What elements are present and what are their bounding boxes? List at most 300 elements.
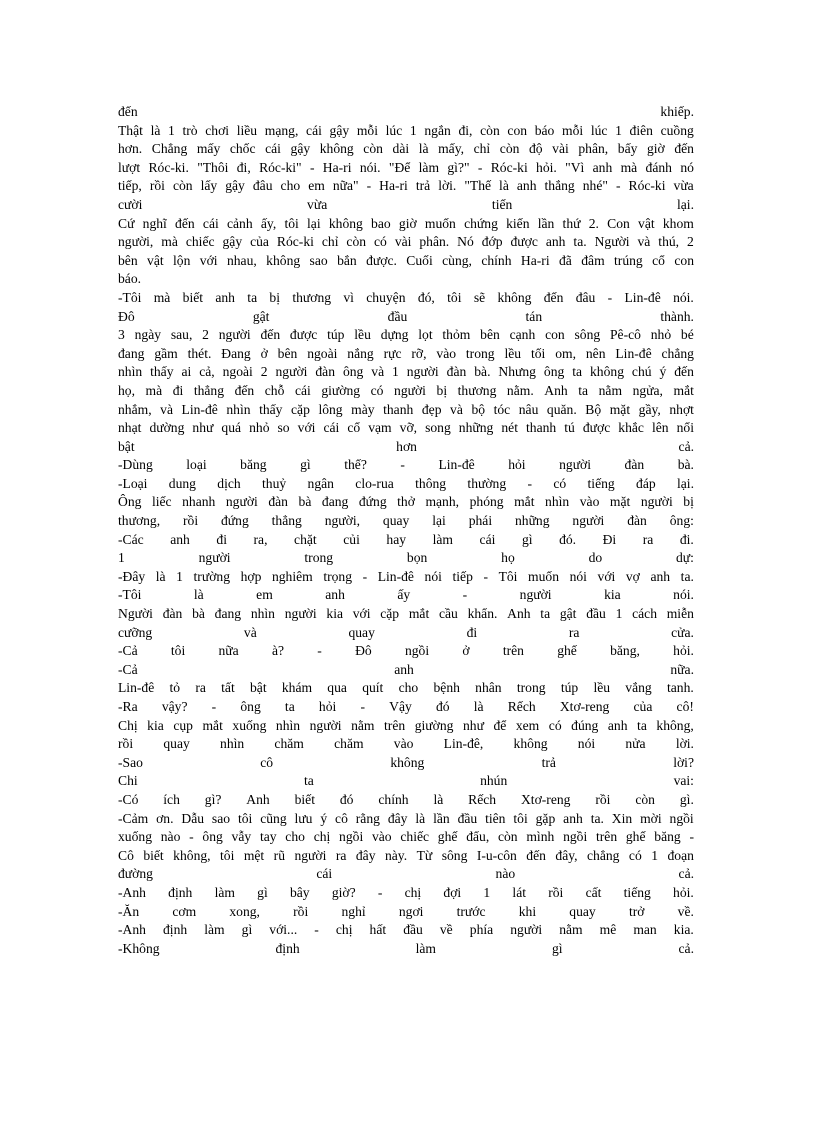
word: Tôi [498, 568, 518, 584]
word: Ông [118, 494, 142, 510]
word: chị [313, 829, 331, 845]
word: hơn. [118, 141, 143, 157]
word: clo-rua [355, 475, 394, 491]
word: không [390, 754, 425, 770]
word: cái [316, 866, 333, 882]
word: 1 [651, 847, 659, 863]
word: lông [318, 401, 343, 417]
word: Người [594, 234, 630, 250]
word: còn [346, 234, 367, 250]
word: đi, [236, 159, 251, 175]
word: gầy, [638, 401, 661, 417]
word: ngoài [222, 364, 253, 380]
word: đó [435, 699, 450, 714]
word: bật [249, 680, 267, 696]
word: - [483, 568, 488, 584]
word: anh [650, 568, 671, 584]
word: -Tôi [118, 587, 142, 603]
word: cả. [678, 866, 694, 882]
word: -Cảm [118, 810, 149, 826]
word: trên [384, 717, 406, 733]
word: đầu [457, 810, 478, 826]
word: bé [680, 327, 694, 343]
word: 1 [615, 122, 622, 138]
word: mắt [202, 717, 223, 733]
text-line [118, 921, 694, 940]
word: anh [170, 531, 190, 547]
word: mà [145, 382, 163, 398]
word: đang [118, 345, 145, 361]
text-line [118, 698, 694, 717]
word: thuỷ [262, 475, 287, 491]
word: gì? [204, 791, 222, 807]
word: nhìn [118, 364, 143, 380]
word: Vậy [389, 699, 412, 714]
word: thông [415, 475, 447, 491]
word: trước [456, 903, 486, 919]
word: vậy? [161, 699, 188, 714]
word: đi [172, 382, 184, 398]
word: người [198, 550, 231, 566]
word: định [275, 940, 300, 956]
word: nhau, [226, 252, 257, 268]
word: bây [289, 884, 310, 900]
word: gì [257, 884, 268, 900]
text-line [118, 679, 694, 698]
word: đâu [575, 289, 596, 305]
word: cô! [676, 699, 694, 714]
word: - [527, 475, 533, 491]
word: liếc [151, 494, 172, 510]
word: - [362, 568, 368, 584]
word: trả [541, 754, 556, 770]
text-line [118, 735, 694, 754]
word: chăm [334, 736, 364, 752]
word: lời. [438, 178, 457, 194]
word: xong, [229, 903, 260, 919]
word: bọn [406, 550, 428, 566]
word: Chi [118, 773, 138, 789]
word: nhanh [182, 494, 216, 510]
word: nó [680, 159, 694, 175]
word: khắc [618, 420, 644, 436]
word: làm [432, 531, 453, 547]
word: nửa [625, 736, 646, 752]
word: gì?" [447, 159, 470, 175]
word: Xtơ-reng [559, 699, 610, 714]
word: anh [592, 159, 613, 175]
word: vì [343, 289, 354, 305]
text-line [118, 401, 694, 420]
word: Ha-ri [379, 178, 408, 194]
word: 3 [118, 327, 125, 343]
word: được [510, 234, 538, 250]
word: tanh. [666, 680, 694, 696]
word: không, [173, 847, 211, 863]
word: đẹp [421, 401, 442, 417]
word: tôi [513, 810, 528, 826]
word: Con [607, 215, 630, 231]
word: có [553, 475, 567, 491]
word: bên [277, 345, 298, 361]
word: người [284, 606, 317, 622]
word: -Dùng [118, 457, 153, 473]
word: tán [525, 308, 543, 324]
word: Chị [118, 717, 138, 733]
word: 1 [176, 568, 183, 584]
word: rũ [273, 847, 285, 863]
text-line [118, 847, 694, 866]
word: đến [674, 364, 694, 380]
word: chị [404, 884, 422, 900]
word: cụp [173, 717, 193, 733]
word: - [189, 829, 194, 845]
word: đàn [268, 494, 288, 510]
word: con [545, 327, 565, 343]
word: ra [335, 847, 347, 863]
word: ngơi [398, 903, 424, 919]
word: định [168, 884, 193, 900]
word: nữa" [332, 178, 359, 194]
word: nghiêm [271, 568, 313, 584]
word: đàn [627, 513, 647, 529]
word: gậy [329, 122, 350, 138]
word: cùng, [442, 252, 472, 268]
word: cơm [172, 903, 197, 919]
word: cái [306, 122, 322, 138]
word: cổ [652, 252, 665, 268]
word: hợp [240, 568, 262, 584]
word: xuống [232, 717, 267, 733]
word: trên [595, 829, 618, 845]
word: nhé" [582, 178, 608, 194]
word: chẳng [587, 847, 620, 863]
text-line [118, 661, 694, 680]
word: ta. [573, 234, 587, 250]
word: còn [172, 178, 193, 194]
word: Xin [611, 810, 633, 826]
word: ý [659, 364, 667, 380]
word: sẽ [473, 289, 486, 305]
word: mặt [609, 401, 631, 417]
word: đây, [555, 847, 578, 863]
word: so [277, 420, 290, 436]
word: đến [118, 104, 138, 119]
word: mời [640, 810, 662, 826]
text-line [118, 493, 694, 512]
word: ấy, [260, 215, 277, 231]
word: bà [298, 494, 312, 510]
word: mắt [514, 494, 535, 510]
word: bên [480, 327, 500, 343]
word: man [633, 922, 657, 938]
word: bệnh [433, 680, 460, 696]
word: Lin-đê [438, 457, 475, 473]
word: 2 [202, 327, 209, 343]
word: bật [118, 438, 135, 454]
word: muốn [424, 215, 456, 231]
word: là [433, 791, 444, 807]
word: rằng [355, 810, 380, 826]
word: hơn [396, 438, 417, 454]
word: cặp [291, 401, 310, 417]
word: định [163, 922, 188, 938]
word: nhìn [275, 717, 301, 733]
word: lều [593, 680, 611, 696]
word: - [607, 289, 613, 305]
word: kia [326, 606, 343, 622]
word: ông [202, 829, 223, 845]
word: nói [424, 568, 442, 584]
word: còn [499, 141, 520, 157]
word: đoạn [667, 847, 694, 863]
word: không [513, 736, 548, 752]
text-line [118, 103, 694, 122]
word: -Loại [118, 475, 148, 491]
word: ngửa, [632, 382, 663, 398]
word: rực [383, 345, 402, 361]
word: bị [683, 494, 694, 510]
word: mắt [408, 606, 430, 622]
word: ta [540, 606, 551, 622]
word: - [462, 587, 468, 603]
word: - [314, 922, 319, 938]
word: nghĩ [142, 215, 167, 231]
text-line [118, 438, 694, 457]
word: giờ [398, 215, 417, 231]
word: Ha-ri [322, 159, 352, 175]
word: bộ [471, 401, 486, 417]
word: ngoài [307, 345, 338, 361]
word: khi [518, 903, 537, 919]
word: anh [325, 587, 345, 603]
word: lát [512, 884, 527, 900]
word: người [294, 847, 327, 863]
word: vợ [625, 568, 640, 584]
word: họ [501, 550, 515, 566]
word: thấy [259, 401, 283, 417]
word: tiếp [452, 568, 473, 584]
word: là [473, 699, 484, 714]
word: không [590, 364, 624, 380]
word: rồi [548, 884, 564, 900]
word: Ha-ri [520, 252, 550, 268]
word: Róc-ki [628, 178, 666, 194]
word: gậy [225, 178, 245, 194]
word: gầm [154, 345, 178, 361]
word: cặp [380, 606, 400, 622]
word: rồi [293, 903, 309, 919]
word: "Thế [464, 178, 492, 194]
word: làm [418, 159, 440, 175]
text-line [118, 828, 694, 847]
word: Chẳng [151, 141, 188, 157]
word: 1 [168, 122, 175, 138]
word: ta [303, 773, 314, 789]
word: và [160, 401, 173, 417]
word: dung [168, 475, 196, 491]
word: thương, [118, 513, 161, 529]
word: mấy, [438, 141, 465, 157]
word: người [640, 494, 673, 510]
word: ngồi [563, 829, 588, 845]
word: người [406, 364, 439, 380]
word: là [155, 568, 166, 584]
word: giường [321, 382, 361, 398]
word: tay [259, 829, 277, 845]
word: vào [371, 829, 392, 845]
word: Rếch [507, 699, 536, 714]
word: vai: [673, 773, 694, 789]
word: Róc-ki" [259, 159, 302, 175]
word: trong [465, 345, 495, 361]
word: cũng [260, 810, 287, 826]
word: mày [351, 401, 375, 417]
word: lần [537, 215, 555, 231]
word: lại [432, 513, 446, 529]
word: miễn [666, 606, 694, 622]
word: quay [163, 736, 190, 752]
word: ta. [590, 810, 604, 826]
text-line [118, 159, 694, 178]
word: anh [563, 810, 583, 826]
text-line [118, 568, 694, 587]
word: người [394, 382, 426, 398]
word: đâm [581, 252, 605, 268]
word: vỡ, [399, 420, 418, 436]
word: thú, [658, 234, 680, 250]
word: đang [214, 606, 242, 622]
word: thẳng [193, 382, 225, 398]
word: với [297, 420, 316, 436]
word: được [289, 327, 318, 343]
word: củi [343, 531, 360, 547]
word: không [266, 252, 301, 268]
word: nắng [347, 345, 374, 361]
word: con [507, 122, 528, 138]
word: mệt [243, 847, 265, 863]
word: lên [651, 420, 669, 436]
word: đã [559, 252, 572, 268]
word: loại [186, 457, 207, 473]
word: gậy [222, 234, 243, 250]
word: nhắm, [118, 401, 152, 417]
word: "Để [388, 159, 411, 175]
word: anh [516, 178, 537, 194]
word: tôi [220, 847, 235, 863]
word: ra [568, 624, 580, 640]
word: đàn [315, 364, 335, 380]
word: ra, [253, 531, 268, 547]
word: tối [530, 345, 546, 361]
word: ta [247, 289, 258, 305]
word: ghế [437, 829, 458, 845]
text-line [118, 903, 694, 922]
word: lều [504, 345, 522, 361]
word: chặt [294, 531, 317, 547]
word: -Cả [118, 643, 138, 659]
word: Đô [118, 308, 135, 324]
word: khẩn. [467, 606, 498, 622]
word: với [199, 252, 218, 268]
word: anh [545, 234, 566, 250]
word: mà [153, 289, 171, 305]
word: - [211, 699, 217, 714]
word: chính [481, 252, 512, 268]
document-page [118, 103, 694, 958]
word: còn [635, 791, 655, 807]
word: đến [260, 327, 281, 343]
word: gì. [679, 791, 694, 807]
word: nói. [673, 587, 694, 603]
word: biết [182, 289, 204, 305]
word: -Có [118, 791, 139, 807]
word: - [309, 159, 315, 175]
word: giờ [646, 141, 665, 157]
word: không, [656, 717, 694, 733]
word: nằm [598, 382, 623, 398]
word: Nhưng [498, 364, 536, 380]
word: trò [182, 122, 198, 138]
text-line [118, 196, 694, 215]
word: thở [397, 494, 415, 510]
word: ngắn [424, 122, 451, 138]
word: nhún [480, 773, 508, 789]
word: nói [577, 736, 596, 752]
word: cảnh [226, 215, 253, 231]
word: quít [362, 680, 384, 696]
word: nằm [351, 717, 375, 733]
word: Cuối [406, 252, 433, 268]
word: ở [260, 345, 268, 361]
word: nữa [218, 643, 239, 659]
word: ngân [307, 475, 334, 491]
word: chỉ [321, 234, 339, 250]
word: tiên [485, 810, 506, 826]
word: Dẫu [181, 810, 205, 826]
word: khom [662, 215, 694, 231]
word: Đô [355, 643, 372, 659]
word: "Vì [565, 159, 585, 175]
text-line [118, 475, 694, 494]
word: ích [163, 791, 180, 807]
text-line [118, 308, 694, 327]
word: Róc-ki [490, 159, 528, 175]
word: Thật [118, 122, 143, 138]
word: bấy [617, 141, 638, 157]
word: chỉ [473, 141, 491, 157]
word: đánh [645, 159, 672, 175]
word: vào [436, 345, 457, 361]
word: ra [642, 531, 654, 547]
word: có [374, 234, 387, 250]
word: Lin-đê [624, 289, 661, 305]
word: gật [252, 308, 270, 324]
word: Từ [416, 847, 433, 863]
word: -Sao [118, 754, 143, 770]
word: rỡ, [411, 345, 427, 361]
word: trong [516, 680, 546, 696]
word: qua [327, 680, 347, 696]
word: thấy [150, 364, 174, 380]
word: đến [674, 141, 694, 157]
word: thứ [562, 215, 581, 231]
word: dường [149, 420, 185, 436]
word: I-u-côn [476, 847, 517, 863]
word: 2. [588, 215, 599, 231]
word: đi [216, 531, 227, 547]
text-line [118, 810, 694, 829]
